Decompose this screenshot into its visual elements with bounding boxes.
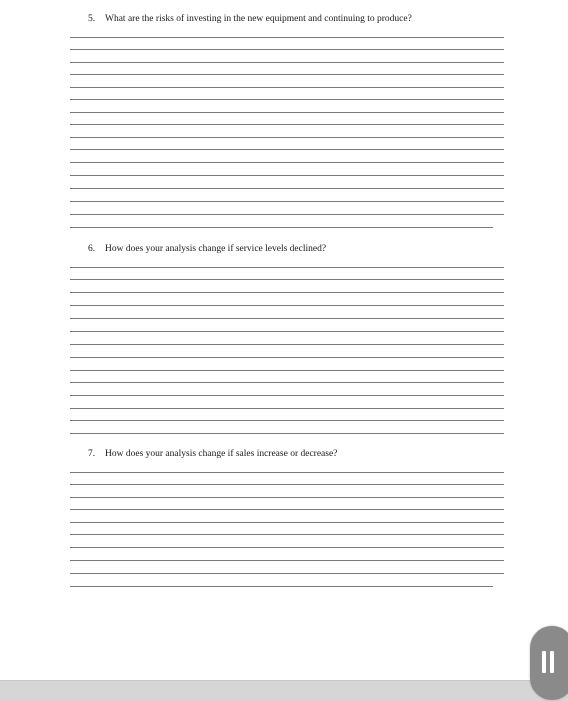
- answer-line[interactable]: [70, 227, 493, 228]
- answer-line[interactable]: [70, 279, 504, 280]
- answer-line[interactable]: [70, 305, 504, 306]
- answer-line[interactable]: [70, 573, 504, 574]
- answer-line[interactable]: [70, 547, 504, 548]
- answer-line[interactable]: [70, 162, 504, 163]
- answer-line[interactable]: [70, 149, 504, 150]
- question-text: How does your analysis change if service levels declined?: [105, 244, 327, 254]
- question-6: [88, 243, 326, 255]
- answer-line[interactable]: [70, 357, 504, 358]
- answer-line[interactable]: [70, 395, 504, 396]
- answer-line[interactable]: [70, 484, 504, 485]
- question-5: [88, 13, 412, 25]
- drag-handle-icon[interactable]: [530, 626, 568, 700]
- answer-line[interactable]: [70, 188, 504, 189]
- answer-line[interactable]: [70, 586, 493, 587]
- answer-line[interactable]: [70, 175, 504, 176]
- question-number: 6.: [88, 244, 96, 254]
- answer-line[interactable]: [70, 292, 504, 293]
- answer-line[interactable]: [70, 214, 504, 215]
- answer-line[interactable]: [70, 87, 504, 88]
- answer-line[interactable]: [70, 522, 504, 523]
- answer-line[interactable]: [70, 497, 504, 498]
- answer-line[interactable]: [70, 534, 504, 535]
- answer-line[interactable]: [70, 408, 504, 409]
- answer-line[interactable]: [70, 37, 504, 38]
- answer-line[interactable]: [70, 420, 504, 421]
- answer-line[interactable]: [70, 344, 504, 345]
- question-text: How does your analysis change if sales increase or decrease?: [105, 449, 338, 459]
- answer-line[interactable]: [70, 331, 504, 332]
- handle-grip-bar: [550, 651, 554, 673]
- answer-line[interactable]: [70, 433, 504, 434]
- question-number: 5.: [88, 14, 96, 24]
- question-text: What are the risks of investing in the new equipment and continuing to produce?: [105, 14, 412, 24]
- answer-line[interactable]: [70, 560, 504, 561]
- answer-line[interactable]: [70, 382, 504, 383]
- answer-line[interactable]: [70, 99, 504, 100]
- answer-line[interactable]: [70, 509, 504, 510]
- question-number: 7.: [88, 449, 96, 459]
- answer-line[interactable]: [70, 112, 504, 113]
- answer-line[interactable]: [70, 74, 504, 75]
- answer-line[interactable]: [70, 267, 504, 268]
- answer-line[interactable]: [70, 49, 504, 50]
- answer-line[interactable]: [70, 472, 504, 473]
- handle-grip-bar: [542, 651, 546, 673]
- answer-line[interactable]: [70, 137, 504, 138]
- answer-line[interactable]: [70, 124, 504, 125]
- answer-line[interactable]: [70, 201, 504, 202]
- answer-line[interactable]: [70, 62, 504, 63]
- answer-line[interactable]: [70, 370, 504, 371]
- answer-line[interactable]: [70, 318, 504, 319]
- bottom-toolbar: [0, 680, 568, 701]
- question-7: [88, 448, 337, 460]
